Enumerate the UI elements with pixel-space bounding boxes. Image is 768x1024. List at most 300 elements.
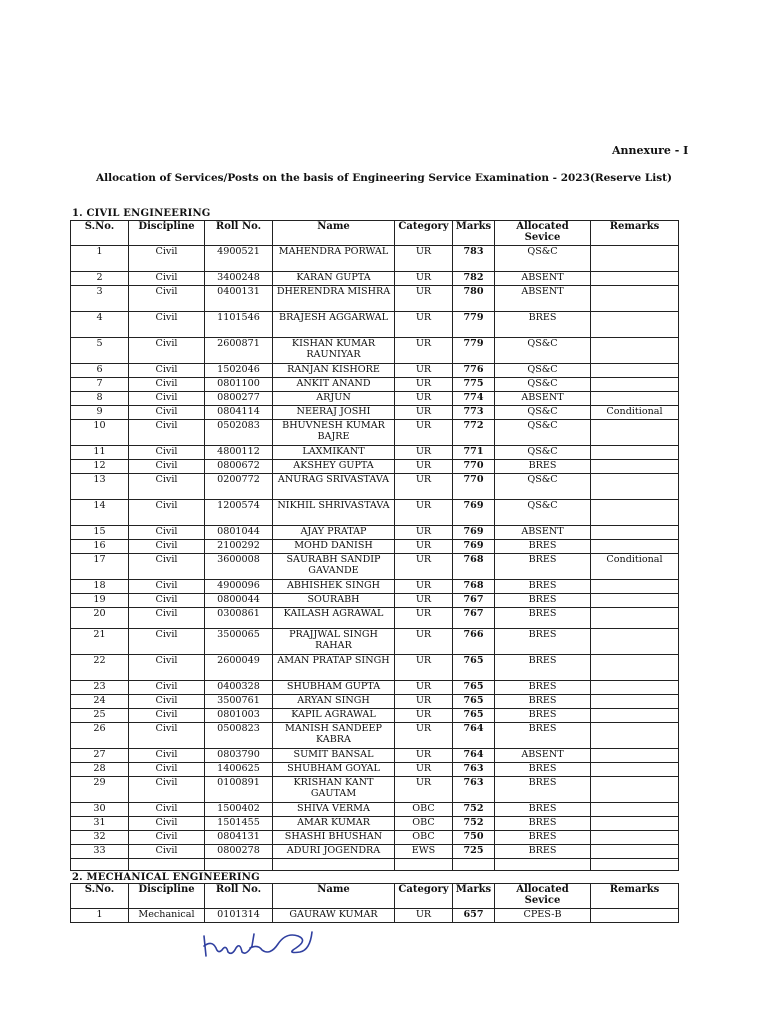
category-cell: UR — [395, 460, 453, 474]
name-cell: ABHISHEK SINGH — [273, 580, 395, 594]
allocated-service-cell: BRES — [495, 655, 591, 681]
civil-section-heading: 1. CIVIL ENGINEERING — [72, 208, 211, 219]
discipline-cell: Civil — [129, 554, 205, 580]
col-name: Name — [273, 884, 395, 909]
discipline-cell: Civil — [129, 580, 205, 594]
roll-no-cell: 2600049 — [205, 655, 273, 681]
category-cell: UR — [395, 594, 453, 608]
table-row — [71, 695, 679, 709]
sno-cell: 27 — [71, 749, 129, 763]
blank-cell — [205, 859, 273, 871]
allocated-service-cell: QS&C — [495, 406, 591, 420]
allocated-service-cell: BRES — [495, 608, 591, 629]
allocated-service-cell: BRES — [495, 629, 591, 655]
col-allocated-service: Allocated Sevice — [495, 884, 591, 909]
category-cell: UR — [395, 378, 453, 392]
roll-no-cell: 0400328 — [205, 681, 273, 695]
allocated-service-cell: ABSENT — [495, 526, 591, 540]
remarks-cell — [591, 594, 679, 608]
allocated-service-cell: QS&C — [495, 500, 591, 526]
col-remarks: Remarks — [591, 884, 679, 909]
mechanical-allocation-table — [70, 883, 679, 923]
name-cell: DHERENDRA MISHRA — [273, 286, 395, 312]
category-cell: UR — [395, 554, 453, 580]
category-cell: UR — [395, 526, 453, 540]
roll-no-cell: 1501455 — [205, 817, 273, 831]
category-cell: UR — [395, 364, 453, 378]
table-row — [71, 763, 679, 777]
remarks-cell — [591, 749, 679, 763]
discipline-cell: Civil — [129, 272, 205, 286]
col-sno: S.No. — [71, 884, 129, 909]
category-cell: UR — [395, 749, 453, 763]
marks-cell: 771 — [453, 446, 495, 460]
category-cell: OBC — [395, 803, 453, 817]
col-roll-no: Roll No. — [205, 221, 273, 246]
table-row — [71, 608, 679, 629]
name-cell: AKSHEY GUPTA — [273, 460, 395, 474]
category-cell: UR — [395, 629, 453, 655]
remarks-cell — [591, 286, 679, 312]
blank-row — [71, 859, 679, 871]
table-row — [71, 540, 679, 554]
name-cell: NIKHIL SHRIVASTAVA — [273, 500, 395, 526]
category-cell: UR — [395, 406, 453, 420]
table-row — [71, 909, 679, 923]
table-row — [71, 378, 679, 392]
remarks-cell — [591, 460, 679, 474]
marks-cell: 765 — [453, 655, 495, 681]
sno-cell: 1 — [71, 909, 129, 923]
table-row — [71, 681, 679, 695]
discipline-cell: Civil — [129, 817, 205, 831]
category-cell: UR — [395, 580, 453, 594]
discipline-cell: Civil — [129, 286, 205, 312]
marks-cell: 769 — [453, 540, 495, 554]
name-cell: ADURI JOGENDRA — [273, 845, 395, 859]
table-row — [71, 500, 679, 526]
category-cell: EWS — [395, 845, 453, 859]
marks-cell: 767 — [453, 594, 495, 608]
name-cell: MANISH SANDEEP KABRA — [273, 723, 395, 749]
remarks-cell — [591, 500, 679, 526]
remarks-cell — [591, 446, 679, 460]
sno-cell: 5 — [71, 338, 129, 364]
roll-no-cell: 0200772 — [205, 474, 273, 500]
col-roll-no: Roll No. — [205, 884, 273, 909]
roll-no-cell: 0801100 — [205, 378, 273, 392]
name-cell: LAXMIKANT — [273, 446, 395, 460]
roll-no-cell: 1500402 — [205, 803, 273, 817]
name-cell: SHUBHAM GUPTA — [273, 681, 395, 695]
table-row — [71, 460, 679, 474]
roll-no-cell: 4900521 — [205, 246, 273, 272]
marks-cell: 773 — [453, 406, 495, 420]
allocated-service-cell: BRES — [495, 831, 591, 845]
sno-cell: 2 — [71, 272, 129, 286]
allocated-service-cell: ABSENT — [495, 286, 591, 312]
remarks-cell — [591, 777, 679, 803]
category-cell: UR — [395, 681, 453, 695]
marks-cell: 775 — [453, 378, 495, 392]
marks-cell: 774 — [453, 392, 495, 406]
name-cell: PRAJJWAL SINGH RAHAR — [273, 629, 395, 655]
table-row — [71, 474, 679, 500]
allocated-service-cell: BRES — [495, 681, 591, 695]
remarks-cell — [591, 723, 679, 749]
roll-no-cell: 0803790 — [205, 749, 273, 763]
roll-no-cell: 1400625 — [205, 763, 273, 777]
table-row — [71, 803, 679, 817]
discipline-cell: Civil — [129, 474, 205, 500]
category-cell: UR — [395, 608, 453, 629]
remarks-cell — [591, 474, 679, 500]
marks-cell: 752 — [453, 817, 495, 831]
table-row — [71, 446, 679, 460]
marks-cell: 765 — [453, 709, 495, 723]
remarks-cell — [591, 540, 679, 554]
roll-no-cell: 0800277 — [205, 392, 273, 406]
col-marks: Marks — [453, 221, 495, 246]
discipline-cell: Civil — [129, 446, 205, 460]
discipline-cell: Civil — [129, 777, 205, 803]
roll-no-cell: 2600871 — [205, 338, 273, 364]
roll-no-cell: 0800044 — [205, 594, 273, 608]
roll-no-cell: 1200574 — [205, 500, 273, 526]
sno-cell: 7 — [71, 378, 129, 392]
table-row — [71, 420, 679, 446]
roll-no-cell: 0801003 — [205, 709, 273, 723]
document-title: Allocation of Services/Posts on the basis of Engineering Service Examination - 2023(Reserve List) — [96, 172, 672, 184]
roll-no-cell: 3400248 — [205, 272, 273, 286]
col-sno: S.No. — [71, 221, 129, 246]
category-cell: UR — [395, 777, 453, 803]
col-category: Category — [395, 884, 453, 909]
remarks-cell — [591, 580, 679, 594]
remarks-cell: Conditional — [591, 406, 679, 420]
allocated-service-cell: BRES — [495, 312, 591, 338]
allocated-service-cell: ABSENT — [495, 392, 591, 406]
discipline-cell: Civil — [129, 749, 205, 763]
sno-cell: 28 — [71, 763, 129, 777]
sno-cell: 19 — [71, 594, 129, 608]
name-cell: NEERAJ JOSHI — [273, 406, 395, 420]
allocated-service-cell: QS&C — [495, 378, 591, 392]
civil-allocation-table — [70, 220, 679, 871]
category-cell: UR — [395, 246, 453, 272]
category-cell: UR — [395, 500, 453, 526]
allocated-service-cell: QS&C — [495, 474, 591, 500]
roll-no-cell: 0800278 — [205, 845, 273, 859]
name-cell: KAPIL AGRAWAL — [273, 709, 395, 723]
discipline-cell: Civil — [129, 763, 205, 777]
col-name: Name — [273, 221, 395, 246]
marks-cell: 657 — [453, 909, 495, 923]
roll-no-cell: 1502046 — [205, 364, 273, 378]
marks-cell: 767 — [453, 608, 495, 629]
table-row — [71, 392, 679, 406]
remarks-cell — [591, 845, 679, 859]
allocated-service-cell: BRES — [495, 695, 591, 709]
category-cell: UR — [395, 420, 453, 446]
annexure-label: Annexure - I — [612, 144, 689, 157]
table-row — [71, 554, 679, 580]
mechanical-header-row — [71, 884, 679, 909]
name-cell: ARJUN — [273, 392, 395, 406]
marks-cell: 763 — [453, 763, 495, 777]
marks-cell: 769 — [453, 526, 495, 540]
marks-cell: 764 — [453, 723, 495, 749]
discipline-cell: Civil — [129, 406, 205, 420]
mechanical-section-heading: 2. MECHANICAL ENGINEERING — [72, 872, 260, 883]
discipline-cell: Civil — [129, 803, 205, 817]
discipline-cell: Civil — [129, 695, 205, 709]
allocated-service-cell: BRES — [495, 580, 591, 594]
allocated-service-cell: QS&C — [495, 338, 591, 364]
table-row — [71, 723, 679, 749]
marks-cell: 779 — [453, 338, 495, 364]
category-cell: UR — [395, 286, 453, 312]
category-cell: UR — [395, 763, 453, 777]
remarks-cell — [591, 803, 679, 817]
allocated-service-cell: BRES — [495, 554, 591, 580]
blank-cell — [495, 859, 591, 871]
name-cell: KAILASH AGRAWAL — [273, 608, 395, 629]
discipline-cell: Civil — [129, 655, 205, 681]
roll-no-cell: 0300861 — [205, 608, 273, 629]
discipline-cell: Civil — [129, 420, 205, 446]
remarks-cell — [591, 695, 679, 709]
allocated-service-cell: BRES — [495, 594, 591, 608]
sno-cell: 17 — [71, 554, 129, 580]
allocated-service-cell: ABSENT — [495, 272, 591, 286]
discipline-cell: Civil — [129, 723, 205, 749]
category-cell: UR — [395, 446, 453, 460]
name-cell: RANJAN KISHORE — [273, 364, 395, 378]
category-cell: OBC — [395, 817, 453, 831]
table-row — [71, 580, 679, 594]
roll-no-cell: 2100292 — [205, 540, 273, 554]
name-cell: AMAN PRATAP SINGH — [273, 655, 395, 681]
discipline-cell: Civil — [129, 845, 205, 859]
sno-cell: 21 — [71, 629, 129, 655]
allocated-service-cell: BRES — [495, 817, 591, 831]
sno-cell: 33 — [71, 845, 129, 859]
sno-cell: 11 — [71, 446, 129, 460]
allocated-service-cell: BRES — [495, 540, 591, 554]
remarks-cell — [591, 608, 679, 629]
allocated-service-cell: BRES — [495, 803, 591, 817]
remarks-cell — [591, 655, 679, 681]
roll-no-cell: 0804131 — [205, 831, 273, 845]
category-cell: UR — [395, 392, 453, 406]
remarks-cell — [591, 246, 679, 272]
name-cell: ARYAN SINGH — [273, 695, 395, 709]
category-cell: UR — [395, 338, 453, 364]
marks-cell: 752 — [453, 803, 495, 817]
allocated-service-cell: CPES-B — [495, 909, 591, 923]
name-cell: SHASHI BHUSHAN — [273, 831, 395, 845]
marks-cell: 770 — [453, 474, 495, 500]
name-cell: AJAY PRATAP — [273, 526, 395, 540]
sno-cell: 32 — [71, 831, 129, 845]
civil-header-row — [71, 221, 679, 246]
marks-cell: 750 — [453, 831, 495, 845]
category-cell: UR — [395, 655, 453, 681]
table-row — [71, 817, 679, 831]
roll-no-cell: 0800672 — [205, 460, 273, 474]
name-cell: SUMIT BANSAL — [273, 749, 395, 763]
remarks-cell — [591, 392, 679, 406]
roll-no-cell: 4800112 — [205, 446, 273, 460]
sno-cell: 12 — [71, 460, 129, 474]
table-row — [71, 312, 679, 338]
remarks-cell — [591, 681, 679, 695]
blank-cell — [591, 859, 679, 871]
roll-no-cell: 0100891 — [205, 777, 273, 803]
sno-cell: 29 — [71, 777, 129, 803]
table-row — [71, 272, 679, 286]
discipline-cell: Civil — [129, 608, 205, 629]
category-cell: UR — [395, 709, 453, 723]
discipline-cell: Civil — [129, 594, 205, 608]
blank-cell — [273, 859, 395, 871]
allocated-service-cell: BRES — [495, 763, 591, 777]
blank-cell — [129, 859, 205, 871]
sno-cell: 23 — [71, 681, 129, 695]
table-row — [71, 526, 679, 540]
sno-cell: 4 — [71, 312, 129, 338]
sno-cell: 14 — [71, 500, 129, 526]
table-row — [71, 594, 679, 608]
category-cell: UR — [395, 909, 453, 923]
sno-cell: 16 — [71, 540, 129, 554]
sno-cell: 9 — [71, 406, 129, 420]
sno-cell: 22 — [71, 655, 129, 681]
sno-cell: 30 — [71, 803, 129, 817]
discipline-cell: Civil — [129, 364, 205, 378]
allocated-service-cell: BRES — [495, 723, 591, 749]
discipline-cell: Civil — [129, 526, 205, 540]
remarks-cell — [591, 364, 679, 378]
name-cell: ANKIT ANAND — [273, 378, 395, 392]
name-cell: SAURABH SANDIP GAVANDE — [273, 554, 395, 580]
sno-cell: 31 — [71, 817, 129, 831]
col-discipline: Discipline — [129, 884, 205, 909]
category-cell: UR — [395, 695, 453, 709]
signature-image — [200, 922, 330, 962]
category-cell: UR — [395, 723, 453, 749]
marks-cell: 765 — [453, 681, 495, 695]
allocated-service-cell: QS&C — [495, 420, 591, 446]
category-cell: UR — [395, 474, 453, 500]
sno-cell: 25 — [71, 709, 129, 723]
remarks-cell — [591, 272, 679, 286]
name-cell: MOHD DANISH — [273, 540, 395, 554]
discipline-cell: Civil — [129, 378, 205, 392]
roll-no-cell: 0804114 — [205, 406, 273, 420]
discipline-cell: Civil — [129, 392, 205, 406]
remarks-cell — [591, 378, 679, 392]
roll-no-cell: 1101546 — [205, 312, 273, 338]
table-row — [71, 338, 679, 364]
marks-cell: 725 — [453, 845, 495, 859]
col-allocated-service: Allocated Sevice — [495, 221, 591, 246]
discipline-cell: Civil — [129, 681, 205, 695]
sno-cell: 3 — [71, 286, 129, 312]
remarks-cell — [591, 909, 679, 923]
remarks-cell — [591, 312, 679, 338]
col-category: Category — [395, 221, 453, 246]
sno-cell: 15 — [71, 526, 129, 540]
col-marks: Marks — [453, 884, 495, 909]
name-cell: KISHAN KUMAR RAUNIYAR — [273, 338, 395, 364]
sno-cell: 26 — [71, 723, 129, 749]
table-row — [71, 749, 679, 763]
remarks-cell: Conditional — [591, 554, 679, 580]
discipline-cell: Civil — [129, 831, 205, 845]
allocated-service-cell: QS&C — [495, 246, 591, 272]
roll-no-cell: 0502083 — [205, 420, 273, 446]
name-cell: MAHENDRA PORWAL — [273, 246, 395, 272]
allocated-service-cell: ABSENT — [495, 749, 591, 763]
remarks-cell — [591, 763, 679, 777]
discipline-cell: Civil — [129, 629, 205, 655]
roll-no-cell: 3500761 — [205, 695, 273, 709]
roll-no-cell: 0400131 — [205, 286, 273, 312]
table-row — [71, 845, 679, 859]
allocated-service-cell: BRES — [495, 777, 591, 803]
category-cell: UR — [395, 272, 453, 286]
sno-cell: 1 — [71, 246, 129, 272]
allocated-service-cell: QS&C — [495, 446, 591, 460]
table-row — [71, 831, 679, 845]
marks-cell: 779 — [453, 312, 495, 338]
marks-cell: 766 — [453, 629, 495, 655]
marks-cell: 782 — [453, 272, 495, 286]
table-row — [71, 709, 679, 723]
roll-no-cell: 0801044 — [205, 526, 273, 540]
marks-cell: 765 — [453, 695, 495, 709]
marks-cell: 764 — [453, 749, 495, 763]
sno-cell: 6 — [71, 364, 129, 378]
discipline-cell: Civil — [129, 338, 205, 364]
sno-cell: 24 — [71, 695, 129, 709]
blank-cell — [71, 859, 129, 871]
roll-no-cell: 0500823 — [205, 723, 273, 749]
allocated-service-cell: BRES — [495, 460, 591, 474]
name-cell: BHUVNESH KUMAR BAJRE — [273, 420, 395, 446]
discipline-cell: Civil — [129, 540, 205, 554]
name-cell: SOURABH — [273, 594, 395, 608]
name-cell: ANURAG SRIVASTAVA — [273, 474, 395, 500]
blank-cell — [395, 859, 453, 871]
remarks-cell — [591, 817, 679, 831]
allocated-service-cell: BRES — [495, 845, 591, 859]
table-row — [71, 777, 679, 803]
col-remarks: Remarks — [591, 221, 679, 246]
remarks-cell — [591, 526, 679, 540]
roll-no-cell: 4900096 — [205, 580, 273, 594]
category-cell: UR — [395, 540, 453, 554]
roll-no-cell: 3600008 — [205, 554, 273, 580]
table-row — [71, 406, 679, 420]
name-cell: BRAJESH AGGARWAL — [273, 312, 395, 338]
marks-cell: 763 — [453, 777, 495, 803]
discipline-cell: Mechanical — [129, 909, 205, 923]
marks-cell: 772 — [453, 420, 495, 446]
marks-cell: 783 — [453, 246, 495, 272]
